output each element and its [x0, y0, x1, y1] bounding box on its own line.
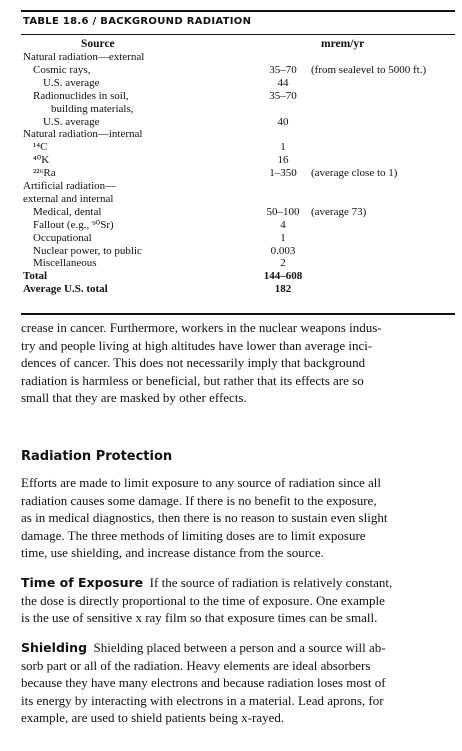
row-source: external and internal [23, 192, 114, 205]
text-line: radiation causes some damage. If there is no benefit to the exposure, [21, 492, 377, 508]
row-source: ⁴⁰K [33, 154, 50, 167]
table-row [21, 78, 455, 89]
text-line: damage. The three methods of limiting doses are to limit exposure [21, 527, 366, 543]
table-row [21, 246, 455, 257]
text-line: radiation is harmless or beneficial, but rather that its effects are so [21, 372, 364, 388]
row-source: Medical, dental [33, 205, 102, 218]
table-row [21, 220, 455, 231]
table-title: TABLE 18.6 / BACKGROUND RADIATION [23, 16, 252, 27]
row-note: (from sealevel to 5000 ft.) [311, 63, 427, 76]
table-row [21, 142, 455, 153]
table-bottom-rule [21, 313, 455, 315]
table-title-rule [21, 34, 455, 35]
text-line: crease in cancer. Furthermore, workers in the nuclear weapons indus- [21, 320, 382, 335]
row-note: (average 73) [311, 205, 367, 218]
row-value: 144–608 [263, 270, 303, 283]
row-source: Nuclear power, to public [33, 244, 142, 257]
table-row [21, 271, 455, 282]
row-source: Fallout (e.g., ⁹⁰Sr) [33, 218, 114, 231]
text-line: the dose is directly proportional to the time of exposure. One example [21, 592, 385, 608]
row-source: Miscellaneous [33, 257, 97, 270]
column-header-value: mrem/yr [321, 38, 365, 50]
row-source: Natural radiation—external [23, 51, 145, 63]
row-source: U.S. average [43, 76, 100, 89]
text-line: example, are used to shield patients being x-rayed. [21, 710, 285, 725]
row-source: U.S. average [43, 115, 100, 128]
row-value: 40 [277, 115, 289, 128]
row-value: 16 [277, 154, 289, 167]
row-value: 50–100 [266, 205, 300, 218]
text-line: Efforts are made to limit exposure to any source of radiation since all [21, 475, 382, 490]
row-source: Average U.S. total [23, 283, 108, 296]
text-line: time, use shielding, and increase distance from the source. [21, 545, 324, 560]
table-row [21, 168, 455, 179]
table-row [21, 258, 455, 269]
table-row [21, 104, 455, 115]
row-note: (average close to 1) [311, 167, 398, 180]
text-line [21, 574, 455, 592]
row-value: 4 [280, 218, 286, 231]
row-value: 44 [277, 76, 289, 89]
row-source: Natural radiation—internal [23, 128, 143, 141]
text-line: small that they are masked by other effects. [21, 390, 247, 405]
text-line: its energy by interacting with electrons in a material. Lead aprons, for [21, 692, 384, 708]
row-source: Artificial radiation— [23, 180, 117, 192]
row-value: 182 [274, 283, 292, 296]
row-value: 35–70 [269, 89, 297, 102]
row-value: 1 [280, 231, 286, 244]
text-line: sorb part or all of the radiation. Heavy elements are ideal absorbers [21, 657, 371, 673]
row-source: ¹⁴C [33, 141, 48, 154]
run-in-heading-time: Time of Exposure [21, 575, 144, 590]
row-value: 2 [280, 257, 286, 270]
text-line: because they have many electrons and because radiation loses most of [21, 675, 386, 690]
text-fragment: If the source of radiation is relatively constant, [149, 575, 393, 590]
text-line: is the use of sensitive x ray film so that exposure times can be small. [21, 610, 378, 625]
row-source: Radionuclides in soil, [33, 89, 129, 102]
paragraph-radiation-protection [21, 474, 455, 562]
paragraph-time-of-exposure [21, 574, 455, 627]
column-header-source: Source [81, 38, 115, 50]
row-value: 0.003 [270, 244, 296, 257]
row-source: Total [23, 270, 48, 283]
row-value: 1–350 [269, 167, 297, 180]
text-line: try and people living at high altitudes have lower than average inci- [21, 337, 373, 353]
text-line [21, 639, 455, 657]
table-row [21, 194, 455, 205]
run-in-heading-shielding: Shielding [21, 640, 88, 655]
table-row [21, 117, 455, 128]
text-line: as in medical diagnostics, then there is no reason to sustain even slight [21, 510, 388, 525]
paragraph-shielding [21, 639, 455, 727]
table-row [21, 233, 455, 244]
row-source: building materials, [51, 102, 134, 115]
row-value: 1 [280, 141, 286, 154]
table-row [21, 129, 455, 140]
section-heading: Radiation Protection [21, 449, 173, 464]
row-source: Occupational [33, 231, 92, 244]
table-top-rule [21, 10, 455, 12]
table-row [21, 65, 455, 76]
row-source: ²²⁶Ra [33, 167, 56, 180]
table-row [21, 181, 455, 192]
row-value: 35–70 [269, 63, 297, 76]
row-source: Cosmic rays, [33, 63, 91, 76]
table-row [21, 284, 455, 295]
table-row [21, 207, 455, 218]
table-row [21, 155, 455, 166]
table-row [21, 52, 455, 63]
table-row [21, 91, 455, 102]
text-fragment: Shielding placed between a person and a source will ab- [93, 640, 386, 655]
paragraph-continuation [21, 319, 455, 407]
text-line: dences of cancer. This does not necessarily imply that background [21, 355, 366, 370]
